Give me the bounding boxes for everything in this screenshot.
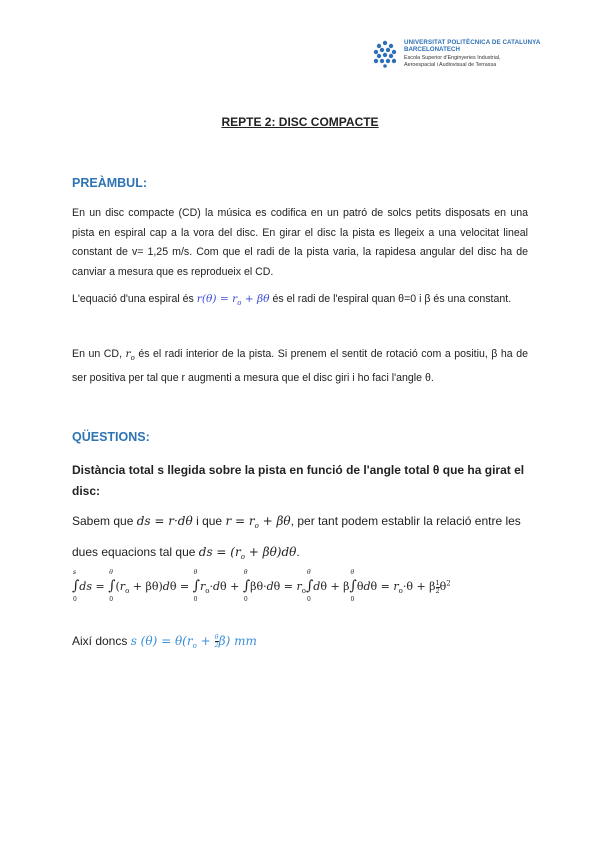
inner-radius-symbol: [126, 348, 135, 360]
integral-2: ∫ θ 0: [108, 569, 116, 603]
p3-text-b: és el radi interior de la pista. Si prenem el sentit de rotació com a positiu, β ha de ser positiva per tal que r augmenti a mesura que el disc giri i ho faci l'angle θ.: [72, 348, 528, 384]
preambul-heading: PREÀMBUL:: [72, 176, 147, 190]
s1-text-c: , per tant podem establir la relació entre les dues equacions tal que: [72, 514, 521, 559]
r-eq-main: r = r: [225, 514, 255, 528]
result-equation: [131, 634, 257, 648]
p3-text-a: En un CD,: [72, 348, 123, 360]
theta-den: 2: [214, 641, 219, 649]
int5-lower: 0: [306, 596, 311, 603]
logo-line-2: BARCELONATECH: [404, 46, 460, 54]
half-den: 2: [435, 586, 440, 595]
solution-paragraph: [72, 508, 528, 570]
spiral-eq-sub: o: [237, 299, 242, 307]
upc-logo-icon: [372, 40, 398, 68]
half-fraction: [436, 580, 440, 595]
r-sub: o: [130, 354, 135, 362]
result-eq-main: s (θ) = θ(r: [130, 634, 193, 648]
int6-upper: θ: [350, 569, 355, 576]
p2-text-b: és el radi de l'espiral quan θ=0 i β és una constant.: [272, 293, 512, 305]
spiral-equation: [197, 293, 270, 305]
result-line: [72, 628, 528, 659]
r-equation: [225, 514, 290, 528]
integral-3: ∫ θ 0: [192, 569, 200, 603]
logo-line-1: UNIVERSITAT POLITÈCNICA DE CATALUNYA: [404, 39, 541, 46]
theta-num: θ: [214, 633, 219, 641]
int2-lower: 0: [109, 596, 114, 603]
logo-line-4: Aeroespacial i Audiovisual de Terrassa: [404, 61, 497, 68]
p2-text-a: L'equació d'una espiral és: [72, 293, 194, 305]
integral-4: ∫ θ 0: [242, 569, 251, 603]
spiral-eq-end: + βθ: [241, 293, 270, 305]
r-eq-sub: o: [254, 522, 259, 530]
int1-lower: 0: [73, 596, 77, 603]
preambul-paragraph-1: En un disc compacte (CD) la música es codifica en un patró de solcs petits disposats en una pista en espiral cap a la vora del disc. En girar el disc la pista es llegeix a una velocitat lineal constant de v= 1,25 m/s. Com que el radi de la pista varia, la rapidesa angular del disc ha de canviar a mesura que es reprodueix el CD.: [72, 207, 528, 278]
questions-heading: QÜESTIONS:: [72, 430, 150, 444]
ds-r-sub: o: [240, 553, 245, 561]
page-title: REPTE 2: DISC COMPACTE: [221, 115, 379, 129]
int4-lower: 0: [243, 596, 248, 603]
r-symbol: r: [125, 348, 131, 360]
spiral-eq-main: r(θ) = r: [196, 293, 238, 305]
int3-upper: θ: [193, 569, 198, 576]
s1-text-d: .: [296, 545, 300, 559]
int6-lower: 0: [350, 596, 355, 603]
preambul-paragraph-3: [72, 345, 528, 388]
integral-1: ∫ s 0: [72, 569, 80, 603]
integral-5: ∫ θ 0: [305, 569, 314, 603]
s1-text-a: Sabem que: [72, 514, 134, 528]
integral-equation: ∫ s 0 ds = ∫ θ 0 $(r_o + \beta\theta)d\theta$ = ∫ θ 0 $r_o\cdot d\theta$ + ∫ θ 0 $\beta\theta\cdot d\theta = r_o\int$ θ 0 dθ + β∫ θ 0 $\theta d\theta = r_o\cdot\theta + \beta$ $\frac{1}{2}$ $\theta^2$: [72, 569, 451, 603]
int3-lower: 0: [193, 596, 198, 603]
r-eq-end: + βθ: [258, 514, 291, 528]
result-text: Així doncs: [72, 634, 128, 648]
ds-r-main: ds = (r: [198, 545, 241, 559]
ds-r-end: + βθ)dθ: [244, 545, 297, 559]
result-eq-plus: +: [196, 634, 215, 648]
result-eq-end: β) mm: [218, 634, 257, 648]
upc-logo: [372, 40, 540, 68]
half-num: 1: [435, 578, 440, 587]
int5-upper: θ: [306, 569, 311, 576]
logo-line-3: Escola Superior d'Enginyeries Industrial,: [404, 55, 501, 62]
int4-upper: θ: [243, 569, 248, 576]
question-1: Distància total s llegida sobre la pista en funció de l'angle total θ que ha girat el disc:: [72, 463, 525, 498]
integral-6: ∫ θ 0: [349, 569, 357, 603]
ds-equation: ds = r·dθ: [136, 514, 193, 528]
ds-r-equation: [198, 545, 300, 561]
int1-upper: s: [73, 569, 77, 576]
s1-text-b: i que: [196, 514, 223, 528]
result-eq-sub: o: [192, 642, 197, 650]
int2-upper: θ: [109, 569, 113, 576]
preambul-paragraph-2: [72, 290, 528, 314]
